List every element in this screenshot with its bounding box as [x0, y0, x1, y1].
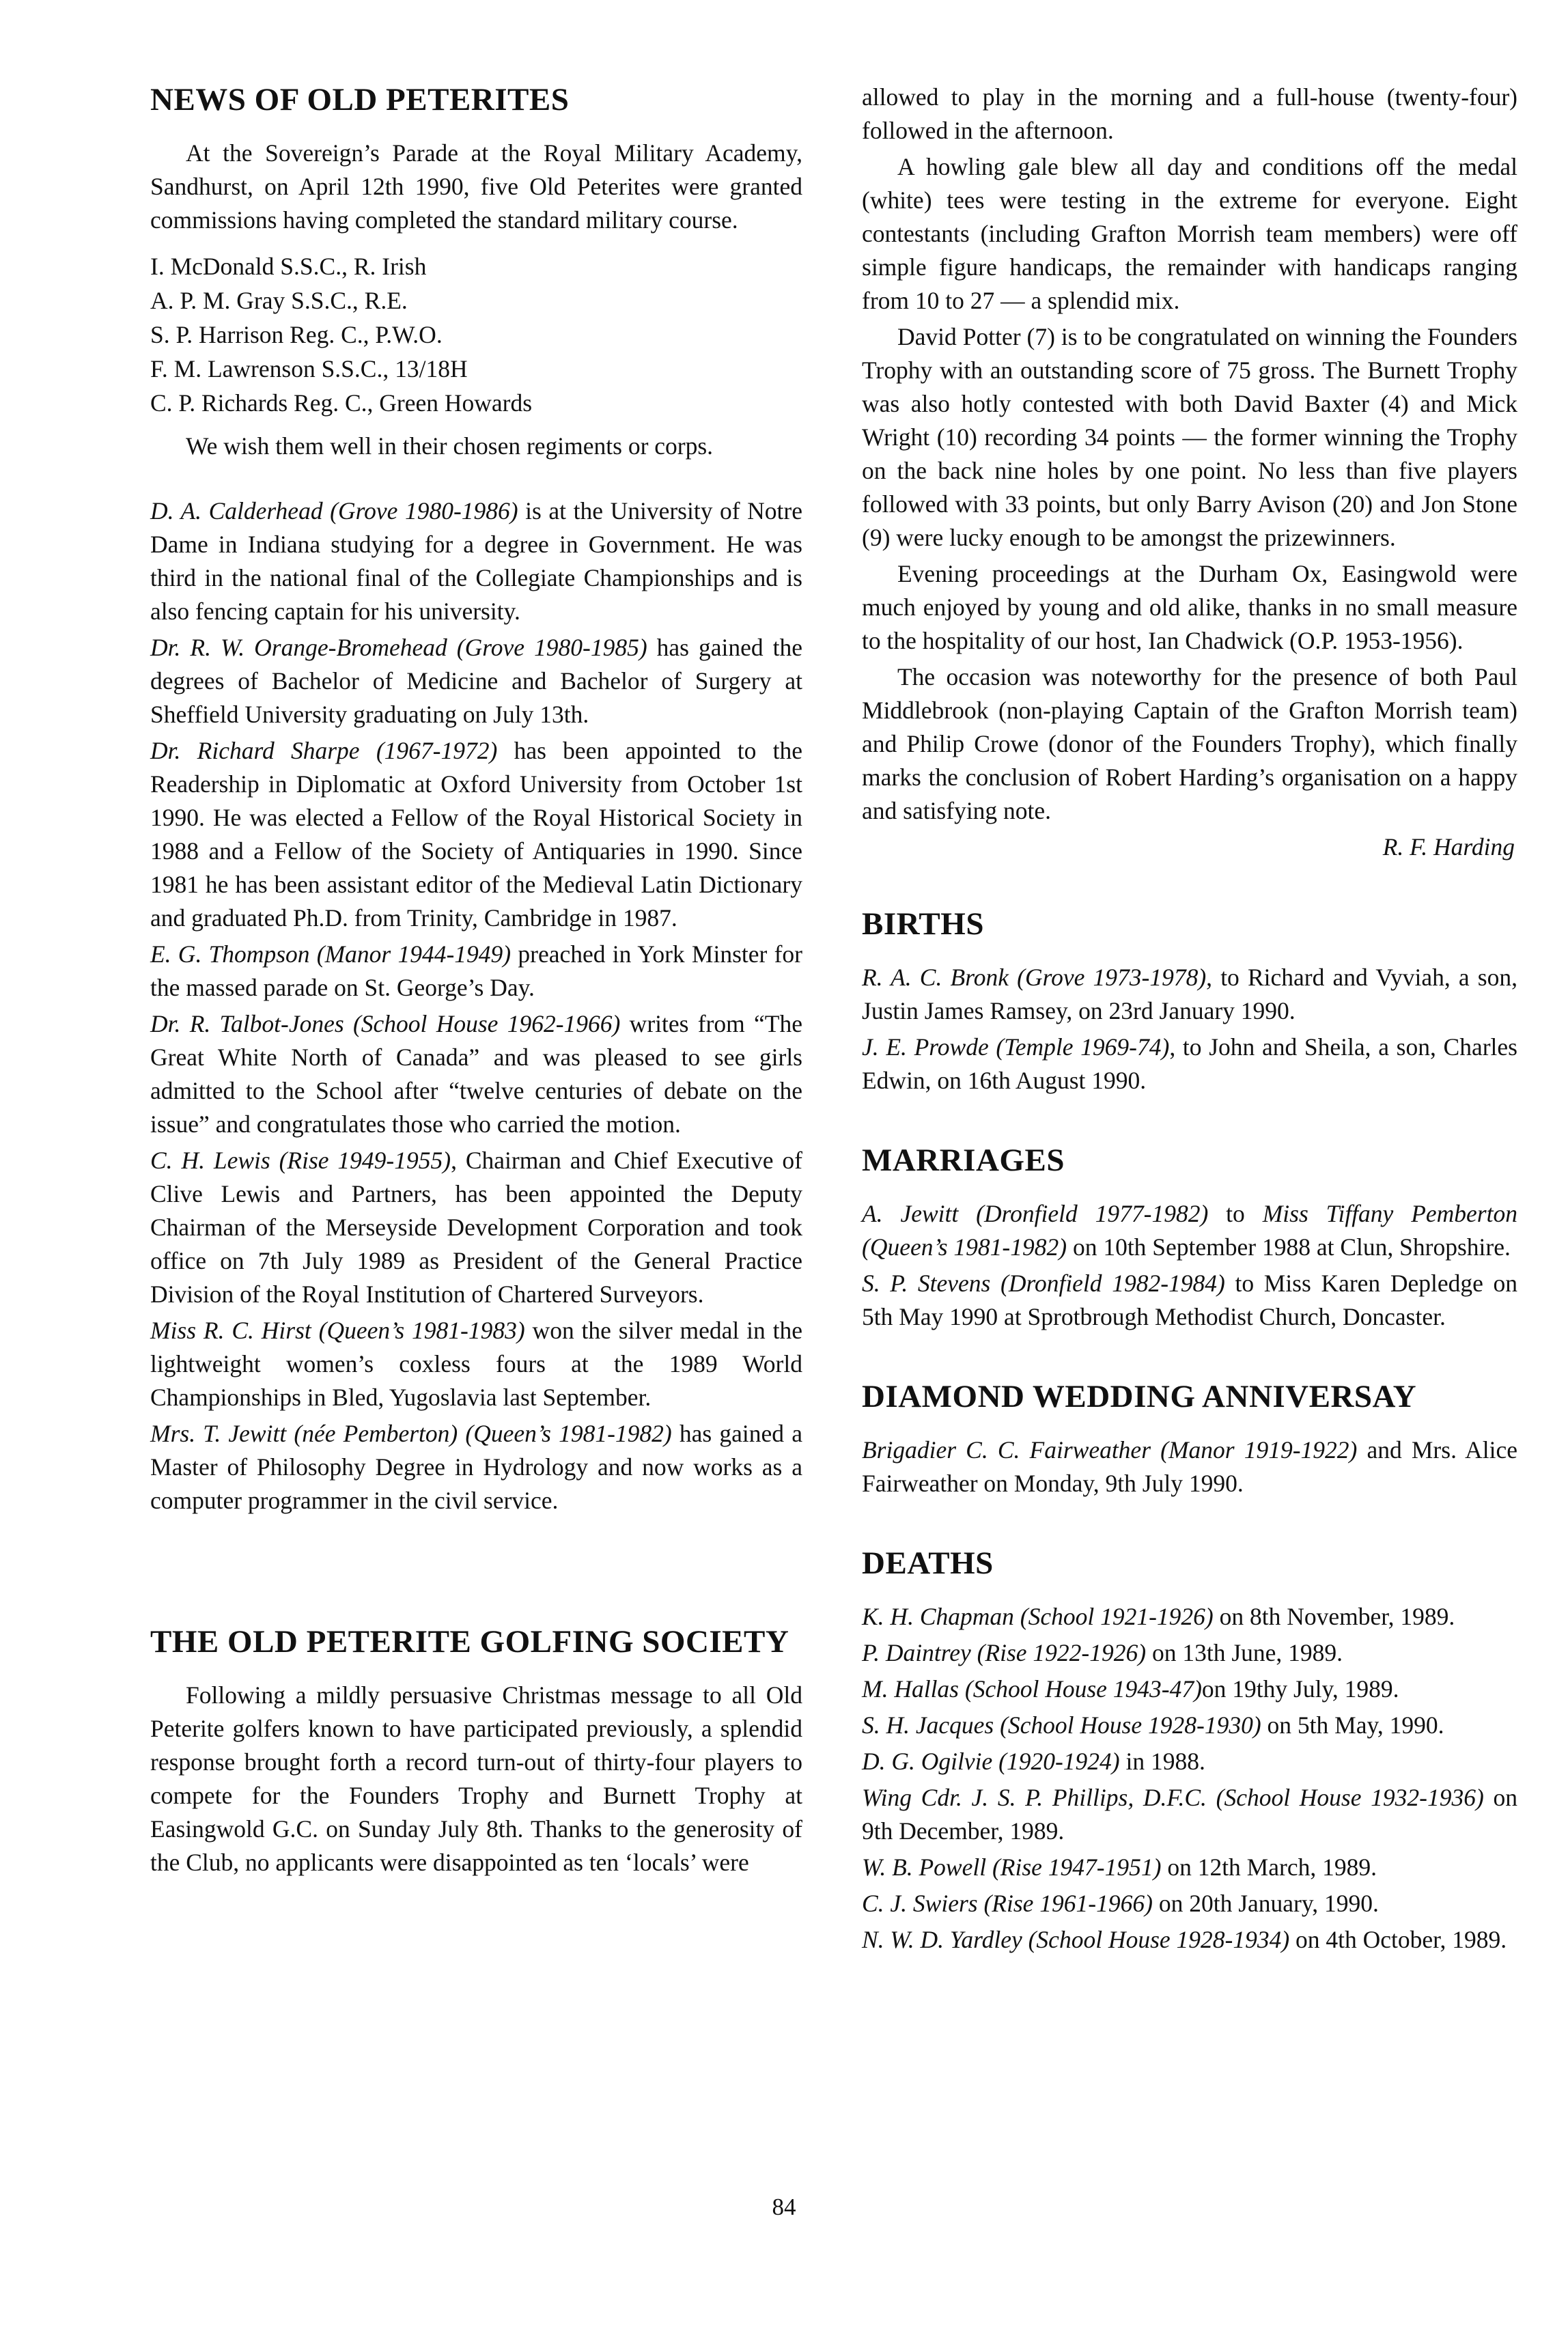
news-entry [150, 494, 802, 628]
entry-name: P. Daintrey (Rise 1922-1926) [862, 1639, 1147, 1666]
entry-name: D. G. Ogilvie (1920-1924) [862, 1748, 1120, 1775]
entry-name: N. W. D. Yardley (School House 1928-1934) [862, 1926, 1290, 1953]
entry-name: W. B. Powell (Rise 1947-1951) [862, 1853, 1162, 1881]
news-entry [150, 1417, 802, 1517]
entry-name: A. Jewitt (Dronfield 1977-1982) [862, 1200, 1209, 1227]
death-entry [862, 1636, 1517, 1670]
entry-name: J. E. Prowde (Temple 1969-74) [862, 1033, 1170, 1061]
entry-name: Miss R. C. Hirst (Queen’s 1981-1983) [150, 1317, 525, 1344]
death-entry [862, 1709, 1517, 1742]
commission-item: F. M. Lawrenson S.S.C., 13/18H [150, 355, 468, 382]
golf-signature: R. F. Harding [1382, 833, 1515, 860]
golf-paragraph: David Potter (7) is to be congratulated on winning the Founders Trophy with an outstanding score of 75 gross. The Burnett Trophy was also hotly contested with both David Baxter (4) and Mick Wright (10) recording 34 points — the former winning the Trophy on the back nine holes by one point. No less than five players followed with 33 points, but only Barry Avison (20) and Jon Stone (9) were lucky enough to be amongst the prizewinners. [862, 323, 1517, 551]
diamond-entry [862, 1433, 1517, 1500]
news-intro: At the Sovereign’s Parade at the Royal Military Academy, Sandhurst, on April 12th 1990, five Old Peterites were granted commissions having completed the standard military course. [150, 139, 802, 234]
entry-text: on 8th November, 1989. [1213, 1603, 1455, 1630]
entry-text: on 13th June, 1989. [1146, 1639, 1343, 1666]
entry-text: on 20th January, 1990. [1152, 1890, 1379, 1917]
golf-paragraph: Following a mildly persuasive Christmas message to all Old Peterite golfers known to have participated previously, a splendid response brought forth a record turn-out of thirty-four players to compete for the Founders Trophy and Burnett Trophy at Easingwold G.C. on Sunday July 8th. Thanks to the generosity of the Club, no applicants were disappointed as ten ‘locals’ were [150, 1681, 802, 1876]
news-entry [150, 1144, 802, 1311]
death-entry [862, 1923, 1517, 1957]
news-entry [150, 734, 802, 935]
golf-paragraph: Evening proceedings at the Durham Ox, Easingwold were much enjoyed by young and old alike, thanks in no small measure to the hospitality of our host, Ian Chadwick (O.P. 1953-1956). [862, 560, 1517, 654]
entry-text: in 1988. [1119, 1748, 1205, 1775]
entry-text: , to Richard and Vyviah, a son, Justin James Ramsey, on 23rd January 1990. [862, 964, 1518, 1024]
entry-name: D. A. Calderhead (Grove 1980-1986) [150, 497, 518, 524]
entry-name: R. A. C. Bronk (Grove 1973-1978) [862, 964, 1207, 991]
golf-heading: THE OLD PETERITE GOLFING SOCIETY [150, 1624, 789, 1660]
entry-name: S. H. Jacques (School House 1928-1930) [862, 1711, 1261, 1739]
death-entry [862, 1781, 1517, 1848]
entry-text: is at the University of Notre Dame in Indiana studying for a degree in Government. He was third in the national final of the Collegiate Championships and is also fencing captain for his university. [150, 497, 802, 625]
entry-text: on 4th October, 1989. [1289, 1926, 1507, 1953]
entry-text: on 12th March, 1989. [1161, 1853, 1377, 1881]
entry-text: on 9th December, 1989. [862, 1784, 1518, 1845]
death-entry [862, 1887, 1517, 1920]
commission-item: C. P. Richards Reg. C., Green Howards [150, 389, 533, 417]
entry-name-2: Miss Tiffany Pemberton (Queen’s 1981-1982) [862, 1200, 1517, 1261]
entry-text: preached in York Minster for the massed parade on St. George’s Day. [150, 940, 802, 1001]
commission-item: I. McDonald S.S.C., R. Irish [150, 253, 427, 280]
death-entry [862, 1851, 1517, 1884]
entry-text: to [1208, 1200, 1263, 1227]
news-wish: We wish them well in their chosen regiments or corps. [186, 432, 714, 460]
marriages-heading: MARRIAGES [862, 1143, 1065, 1178]
births-heading: BIRTHS [862, 906, 984, 942]
entry-text: has gained the degrees of Bachelor of Medicine and Bachelor of Surgery at Sheffield University graduating on July 13th. [150, 634, 802, 728]
entry-text: won the silver medal in the lightweight women’s coxless fours at the 1989 World Championships in Bled, Yugoslavia last September. [150, 1317, 802, 1411]
news-entry [150, 631, 802, 731]
news-entry [150, 1314, 802, 1414]
deaths-heading: DEATHS [862, 1545, 994, 1581]
left-column [150, 81, 802, 1882]
right-column [862, 81, 1517, 1959]
entry-name: Dr. R. Talbot-Jones (School House 1962-1966) [150, 1010, 621, 1037]
entry-name: M. Hallas (School House 1943-47) [862, 1675, 1202, 1703]
golf-paragraph-continued: allowed to play in the morning and a full-house (twenty-four) followed in the afternoon. [862, 83, 1517, 144]
commission-list [150, 249, 802, 420]
entry-name: K. H. Chapman (School 1921-1926) [862, 1603, 1214, 1630]
marriage-entry [862, 1197, 1517, 1264]
news-entry [150, 1007, 802, 1141]
diamond-heading: DIAMOND WEDDING ANNIVERSAY [862, 1379, 1417, 1414]
entry-text-2: on 10th September 1988 at Clun, Shropshire. [1067, 1233, 1511, 1261]
entry-name: Dr. R. W. Orange-Bromehead (Grove 1980-1985) [150, 634, 647, 661]
death-entry [862, 1745, 1517, 1778]
golf-paragraph: A howling gale blew all day and conditions off the medal (white) tees were testing in the extreme for everyone. Eight contestants (including Grafton Morrish team members) were off simple figure handicaps, the remainder with handicaps ranging from 10 to 27 — a splendid mix. [862, 153, 1517, 314]
marriage-entry [862, 1267, 1517, 1334]
entry-name: E. G. Thompson (Manor 1944-1949) [150, 940, 512, 968]
entry-text: to Miss Karen Depledge on 5th May 1990 at Sprotbrough Methodist Church, Doncaster. [862, 1270, 1517, 1330]
commission-item: A. P. M. Gray S.S.C., R.E. [150, 287, 408, 314]
entry-name: C. H. Lewis (Rise 1949-1955) [150, 1147, 451, 1174]
entry-text: on 5th May, 1990. [1261, 1711, 1444, 1739]
birth-entry [862, 961, 1517, 1028]
entry-name: C. J. Swiers (Rise 1961-1966) [862, 1890, 1153, 1917]
birth-entry [862, 1031, 1517, 1097]
entry-text: writes from “The Great White North of Canada” and was pleased to see girls admitted to the School after “twelve centuries of debate on the issue” and congratulates those who carried the motion. [150, 1010, 802, 1138]
entry-name: Mrs. T. Jewitt (née Pemberton) (Queen’s 1981-1982) [150, 1420, 672, 1447]
commission-item: S. P. Harrison Reg. C., P.W.O. [150, 321, 443, 348]
news-entry [150, 938, 802, 1005]
entry-name: Brigadier C. C. Fairweather (Manor 1919-1922) [862, 1436, 1358, 1464]
entry-name: Dr. Richard Sharpe (1967-1972) [150, 737, 498, 764]
entry-text: has been appointed to the Readership in Diplomatic at Oxford University from October 1st 1990. He was elected a Fellow of the Royal Historical Society in 1988 and a Fellow of the Society of Antiquaries in 1990. Since 1981 he has been assistant editor of the Medieval Latin Dictionary and graduated Ph.D. from Trinity, Cambridge in 1987. [150, 737, 802, 932]
entry-text: has gained a Master of Philosophy Degree in Hydrology and now works as a computer programmer in the civil service. [150, 1420, 802, 1514]
death-entry [862, 1673, 1517, 1706]
golf-paragraph: The occasion was noteworthy for the presence of both Paul Middlebrook (non-playing Captain of the Grafton Morrish team) and Philip Crowe (donor of the Founders Trophy), which finally marks the conclusion of Robert Harding’s organisation on a happy and satisfying note. [862, 663, 1517, 824]
entry-name: S. P. Stevens (Dronfield 1982-1984) [862, 1270, 1225, 1297]
entry-name: Wing Cdr. J. S. P. Phillips, D.F.C. (School House 1932-1936) [862, 1784, 1484, 1811]
entry-text: , to John and Sheila, a son, Charles Edwin, on 16th August 1990. [862, 1033, 1517, 1094]
page-number: 84 [772, 2194, 796, 2220]
entry-text: on 19thy July, 1989. [1201, 1675, 1399, 1703]
entry-text: , Chairman and Chief Executive of Clive Lewis and Partners, has been appointed the Deputy Chairman of the Merseyside Development Corporation and took office on 7th July 1989 as President of the General Practice Division of the Royal Institution of Chartered Surveyors. [150, 1147, 802, 1308]
death-entry [862, 1600, 1517, 1634]
entry-text: and Mrs. Alice Fairweather on Monday, 9th July 1990. [862, 1436, 1517, 1497]
news-heading: NEWS OF OLD PETERITES [150, 82, 570, 117]
